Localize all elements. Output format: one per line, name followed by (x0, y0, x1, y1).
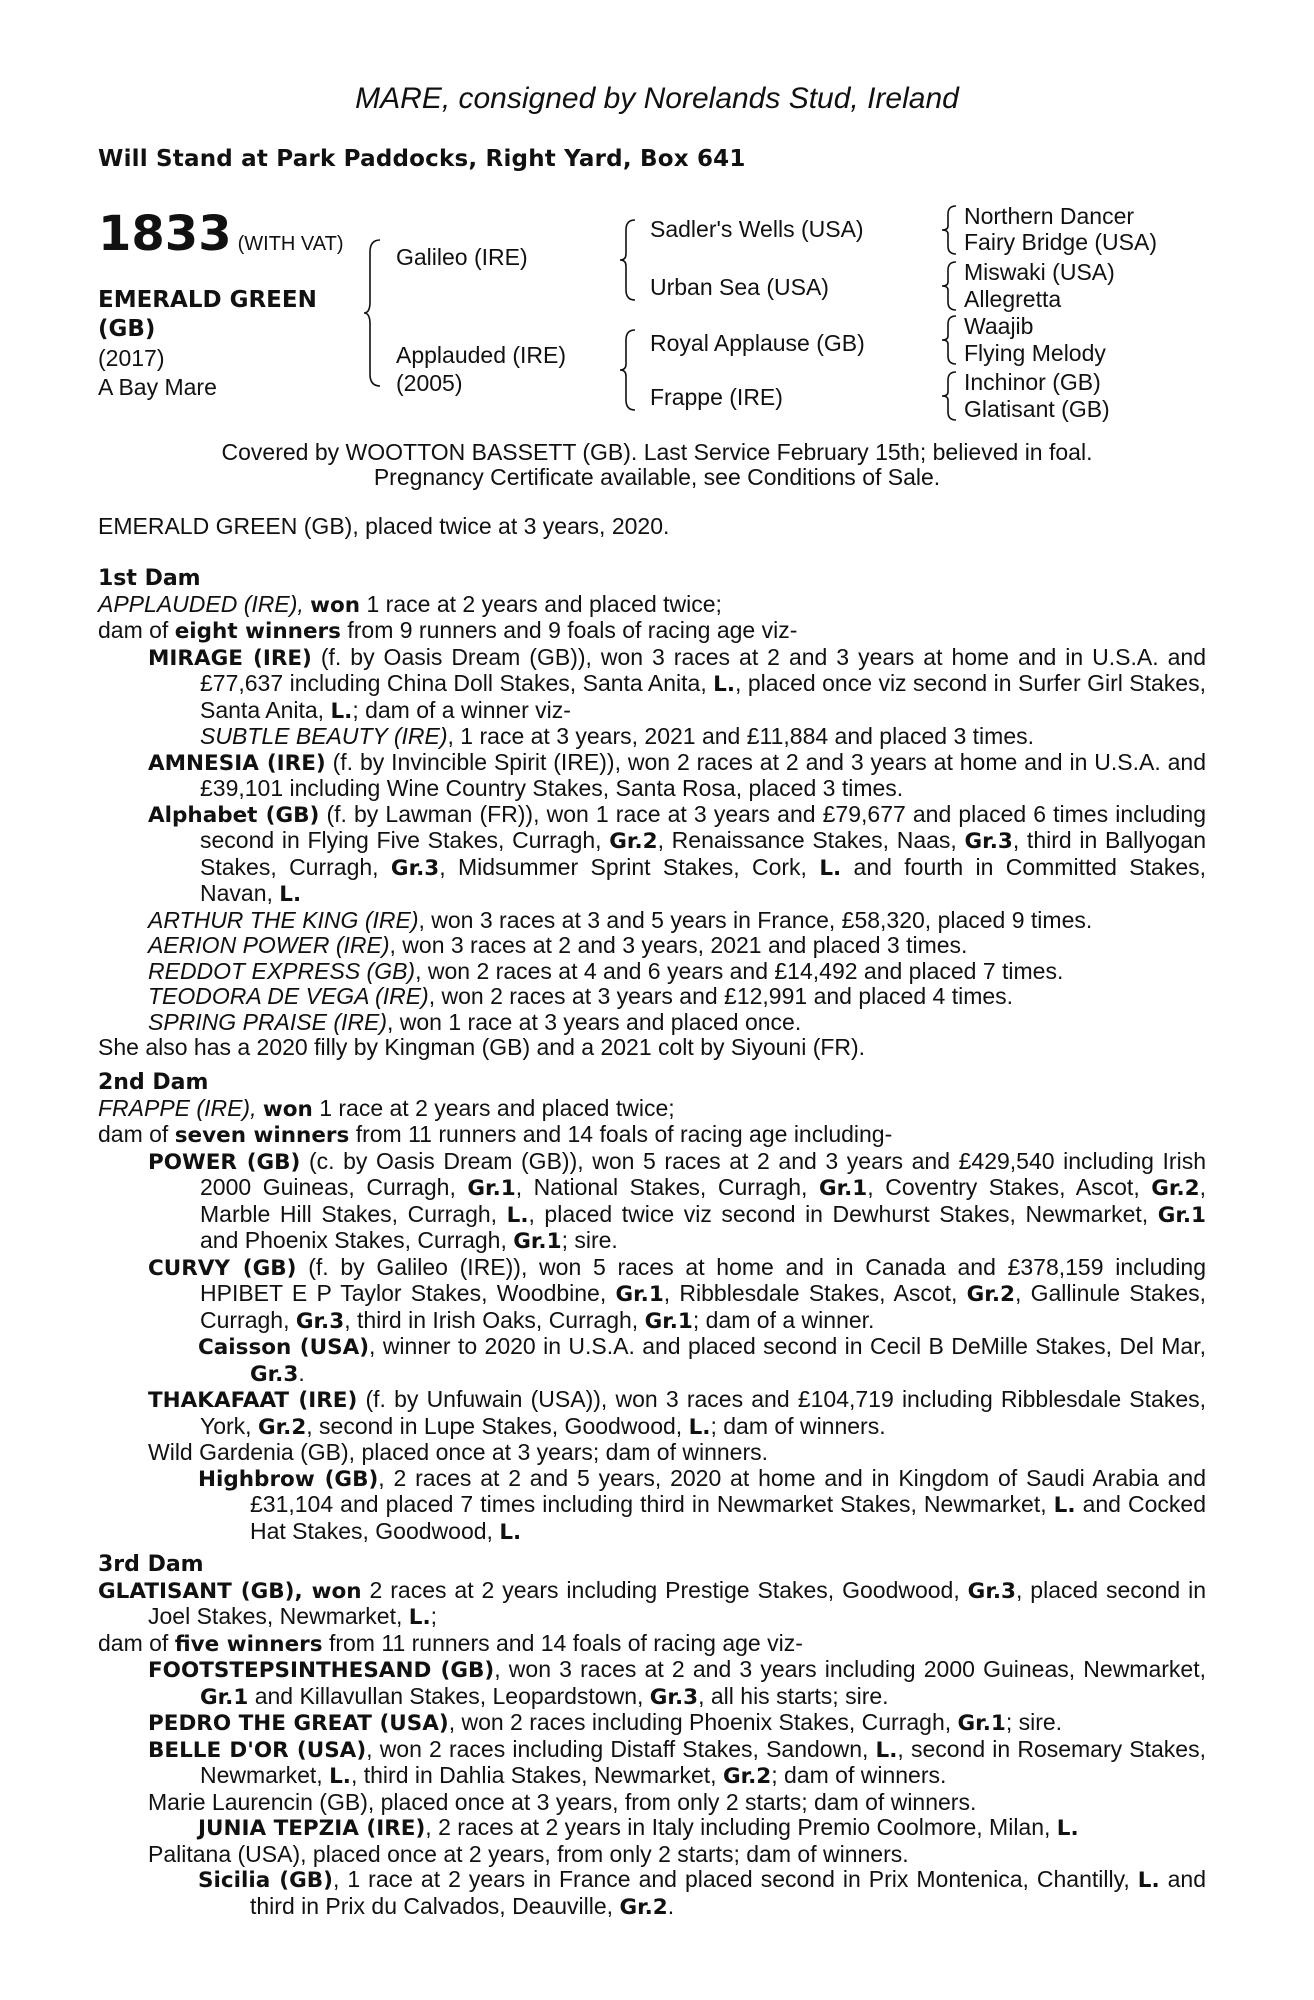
pedigree-ssd: Fairy Bridge (USA) (964, 229, 1157, 255)
progeny-entry: REDDOT EXPRESS (GB), won 2 races at 4 and 6 years and £14,492 and placed 7 times. (148, 957, 1064, 984)
progeny-entry: JUNIA TEPZIA (IRE), 2 races at 2 years in Italy including Premio Coolmore, Milan, L. (198, 1814, 1079, 1841)
progeny-entry: BELLE D'OR (USA), won 2 races including Distaff Stakes, Sandown, L., second in Rosemary Stakes, Newmarket, L., third in Dahlia Stakes, Newmarket, Gr.2; dam of winners. (148, 1735, 1206, 1789)
covering-line-1: Covered by WOOTTON BASSETT (GB). Last Service February 15th; believed in foal. (221, 439, 1093, 465)
pedigree-dam: Applauded (IRE) (396, 342, 567, 368)
progeny-entry: SPRING PRAISE (IRE), won 1 race at 3 years and placed once. (148, 1008, 802, 1035)
horse-name: EMERALD GREEN (98, 287, 317, 313)
horse-description: A Bay Mare (98, 374, 217, 400)
pedigree-dss: Waajib (964, 313, 1034, 339)
first-dam-produce-summary: dam of eight winners from 9 runners and 9 foals of racing age viz- (98, 617, 798, 644)
covering-note (0, 440, 1314, 490)
pedigree-sdd: Allegretta (964, 286, 1062, 312)
second-dam-produce-summary: dam of seven winners from 11 runners and 14 foals of racing age including- (98, 1121, 893, 1148)
progeny-entry: THAKAFAAT (IRE) (f. by Unfuwain (USA)), won 3 races and £104,719 including Ribblesdale Stakes, York, Gr.2, second in Lupe Stakes, Goodwood, L.; dam of winners. (148, 1386, 1206, 1440)
vat-note: (WITH VAT) (237, 233, 344, 255)
first-dam-also: She also has a 2020 filly by Kingman (GB) and a 2021 colt by Siyouni (FR). (98, 1034, 866, 1060)
pedigree-sire: Galileo (IRE) (396, 244, 528, 270)
progeny-entry: Highbrow (GB), 2 races at 2 and 5 years, 2020 at home and in Kingdom of Saudi Arabia and £31,104 and placed 7 times including third in Newmarket Stakes, Newmarket, L. and Cocked Hat Stakes, Goodwood, L. (198, 1464, 1207, 1545)
pedigree-dsd: Flying Melody (964, 340, 1106, 366)
progeny-entry: Palitana (USA), placed once at 2 years, from only 2 starts; dam of winners. (148, 1840, 909, 1867)
pedigree-sds: Miswaki (USA) (964, 259, 1115, 285)
first-dam-heading: 1st Dam (98, 566, 201, 591)
progeny-entry: TEODORA DE VEGA (IRE), won 2 races at 3 years and £12,991 and placed 4 times. (148, 983, 1014, 1009)
progeny-entry: POWER (GB) (c. by Oasis Dream (GB)), won 5 races at 2 and 3 years and £429,540 including Irish 2000 Guineas, Curragh, Gr.1, National Stakes, Curragh, Gr.1, Coventry Stakes, Ascot, Gr.2, Marble Hill Stakes, Curragh, L., placed twice viz second in Dewhurst Stakes, Newmarket, Gr.1 and Phoenix Stakes, Curragh, Gr.1; sire. (148, 1147, 1207, 1254)
first-dam-section (98, 566, 1206, 1061)
progeny-entry: SUBTLE BEAUTY (IRE), 1 race at 3 years, 2021 and £11,884 and placed 3 times. (200, 723, 1034, 749)
consignor-line: MARE, consigned by Norelands Stud, Ireland (355, 82, 959, 115)
pedigree-sd: Urban Sea (USA) (650, 274, 829, 300)
horse-country: (GB) (98, 316, 156, 342)
pedigree-dam-year: (2005) (396, 370, 463, 396)
pedigree-brace-main (364, 238, 384, 388)
second-dam-intro: FRAPPE (IRE), won 1 race at 2 years and placed twice; (98, 1094, 675, 1122)
pedigree-brace-ds (942, 314, 958, 366)
progeny-entry: MIRAGE (IRE) (f. by Oasis Dream (GB)), won 3 races at 2 and 3 years at home and in U.S.A. and £77,637 including China Doll Stakes, Santa Anita, L., placed once viz second in Surfer Girl Stakes, Santa Anita, L.; dam of a winner viz- (148, 643, 1206, 724)
progeny-entry: CURVY (GB) (f. by Galileo (IRE)), won 5 races at home and in Canada and £378,159 including HPIBET E P Taylor Stakes, Woodbine, Gr.1, Ribblesdale Stakes, Ascot, Gr.2, Gallinule Stakes, Curragh, Gr.3, third in Irish Oaks, Curragh, Gr.1; dam of a winner. (148, 1253, 1206, 1334)
progeny-entry: Alphabet (GB) (f. by Lawman (FR)), won 1 race at 3 years and £79,677 and placed 6 times including second in Flying Five Stakes, Curragh, Gr.2, Renaissance Stakes, Naas, Gr.3, third in Ballyogan Stakes, Curragh, Gr.3, Midsummer Sprint Stakes, Cork, L. and fourth in Committed Stakes, Navan, L. (148, 800, 1207, 907)
progeny-entry: Sicilia (GB), 1 race at 2 years in France and placed second in Prix Montenica, Chantilly, L. and third in Prix du Calvados, Deauville, Gr.2. (198, 1866, 1207, 1920)
progeny-entry: PEDRO THE GREAT (USA), won 2 races including Phoenix Stakes, Curragh, Gr.1; sire. (148, 1709, 1063, 1736)
pedigree-brace-dd (942, 370, 958, 422)
progeny-entry: AMNESIA (IRE) (f. by Invincible Spirit (IRE)), won 2 races at 2 and 3 years at home and in U.S.A. and £39,101 including Wine Country Stakes, Santa Rosa, placed 3 times. (148, 748, 1207, 801)
progeny-entry: FOOTSTEPSINTHESAND (GB), won 3 races at 2 and 3 years including 2000 Guineas, Newmarket, Gr.1 and Killavullan Stakes, Leopardstown, Gr.3, all his starts; sire. (148, 1656, 1206, 1710)
pedigree-brace-dam (620, 328, 638, 412)
third-dam-intro: GLATISANT (GB), won 2 races at 2 years including Prestige Stakes, Goodwood, Gr.3, placed second in Joel Stakes, Newmarket, L.; (98, 1576, 1207, 1630)
progeny-entry: Wild Gardenia (GB), placed once at 3 years; dam of winners. (148, 1439, 769, 1465)
lot-number-block (98, 206, 344, 262)
pedigree-brace-ss (942, 204, 958, 256)
third-dam-heading: 3rd Dam (98, 1552, 204, 1577)
lot-number: 1833 (98, 206, 232, 262)
first-dam-intro: APPLAUDED (IRE), won 1 race at 2 years and placed twice; (98, 590, 722, 618)
progeny-entry: Caisson (USA), winner to 2020 in U.S.A. and placed second in Cecil B DeMille Stakes, Del Mar, Gr.3. (198, 1333, 1206, 1387)
second-dam-heading: 2nd Dam (98, 1070, 209, 1095)
progeny-entry: AERION POWER (IRE), won 3 races at 2 and 3 years, 2021 and placed 3 times. (148, 932, 968, 958)
pedigree-sss: Northern Dancer (964, 203, 1135, 229)
pedigree-ds: Royal Applause (GB) (650, 330, 865, 356)
third-dam-section (98, 1552, 1206, 1920)
pedigree-dds: Inchinor (GB) (964, 369, 1101, 395)
second-dam-section (98, 1070, 1206, 1545)
pedigree-ss: Sadler's Wells (USA) (650, 216, 864, 242)
progeny-entry: Marie Laurencin (GB), placed once at 3 years, from only 2 starts; dam of winners. (148, 1788, 977, 1815)
pedigree-brace-sire (620, 218, 638, 302)
pedigree-brace-sd (942, 260, 958, 312)
pedigree-dd: Frappe (IRE) (650, 384, 783, 410)
progeny-entry: ARTHUR THE KING (IRE), won 3 races at 3 and 5 years in France, £58,320, placed 9 times. (148, 906, 1093, 933)
covering-line-2: Pregnancy Certificate available, see Conditions of Sale. (373, 464, 941, 490)
stand-location: Will Stand at Park Paddocks, Right Yard, Box 641 (98, 146, 746, 172)
horse-summary: EMERALD GREEN (GB), placed twice at 3 years, 2020. (98, 513, 670, 539)
pedigree-ddd: Glatisant (GB) (964, 396, 1110, 422)
horse-year: (2017) (98, 345, 165, 371)
third-dam-produce-summary: dam of five winners from 11 runners and 14 foals of racing age viz- (98, 1629, 803, 1657)
horse-identity (98, 286, 317, 402)
